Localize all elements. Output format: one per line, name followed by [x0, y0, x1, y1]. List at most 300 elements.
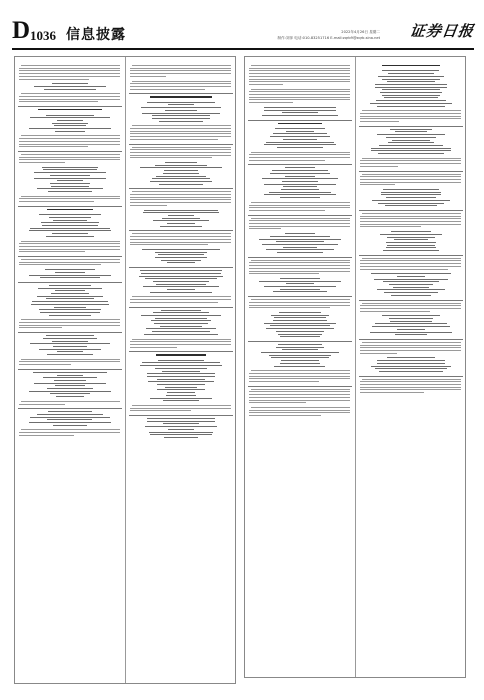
column-divider	[125, 57, 126, 683]
fine-print-line	[380, 92, 443, 93]
section-rule	[248, 215, 352, 216]
fine-print-line	[271, 357, 329, 358]
fine-print-line	[147, 418, 216, 419]
fine-print-line	[30, 343, 109, 344]
fine-print-line	[29, 275, 110, 276]
fine-print-line	[21, 135, 120, 136]
fine-print-line	[19, 101, 98, 102]
fine-print-line	[155, 165, 206, 166]
fine-print-line	[270, 173, 329, 174]
section-rule	[129, 307, 233, 308]
fine-print-line	[54, 307, 86, 308]
fine-print-line	[40, 312, 101, 313]
fine-print-line	[387, 81, 435, 82]
fine-print-line	[132, 296, 231, 297]
section-rule	[359, 126, 463, 127]
fine-print-line	[249, 68, 350, 69]
section-rule	[18, 282, 122, 283]
fine-print-line	[147, 421, 214, 422]
fine-print-line	[251, 89, 350, 90]
fine-print-line	[360, 163, 461, 164]
fine-print-line	[49, 217, 92, 218]
fine-print-line	[360, 260, 461, 261]
fine-print-line	[285, 167, 316, 168]
fine-print-line	[130, 194, 231, 195]
fine-print-line	[377, 289, 445, 290]
fine-print-line	[130, 302, 218, 303]
fine-print-line	[360, 182, 461, 183]
fine-print-line	[362, 342, 461, 343]
fine-print-line	[21, 429, 120, 430]
section-rule	[18, 106, 122, 107]
fine-print-line	[51, 293, 88, 294]
fine-print-line	[372, 200, 451, 201]
fine-print-line	[42, 225, 98, 226]
fine-print-line	[19, 361, 120, 362]
section-rule	[129, 188, 233, 189]
fine-print-line	[389, 318, 433, 319]
fine-print-line	[39, 349, 101, 350]
fine-print-line	[370, 332, 451, 333]
fine-print-line	[277, 252, 324, 253]
fine-print-line	[160, 226, 201, 227]
fine-print-line	[249, 94, 350, 95]
fine-print-line	[249, 157, 350, 158]
fine-print-line	[21, 196, 120, 197]
fine-print-line	[132, 339, 231, 340]
section-rule	[359, 255, 463, 256]
fine-print-line	[55, 385, 85, 386]
section-rule	[129, 230, 233, 231]
fine-print-line	[282, 112, 318, 113]
fine-print-line	[360, 179, 461, 180]
fine-print-line	[249, 412, 350, 413]
fine-print-line	[266, 249, 334, 250]
fine-print-line	[377, 134, 445, 135]
fine-print-line	[145, 278, 217, 279]
fine-print-line	[130, 89, 205, 90]
fine-print-line	[264, 184, 337, 185]
fine-print-line	[393, 287, 429, 288]
fine-print-line	[130, 155, 231, 156]
fine-print-line	[130, 133, 231, 134]
fine-print-line	[262, 115, 337, 116]
fine-print-line	[371, 366, 451, 367]
fine-print-line	[275, 128, 326, 129]
fine-print-line	[273, 291, 327, 292]
fine-print-line	[52, 123, 89, 124]
fine-print-line	[382, 89, 441, 90]
fine-print-line	[360, 308, 461, 309]
fine-print-line	[21, 241, 120, 242]
fine-print-line	[52, 233, 89, 234]
fine-print-line	[47, 388, 92, 389]
fine-print-line	[264, 144, 337, 145]
fine-print-line	[387, 237, 434, 238]
fine-print-line	[394, 239, 429, 240]
fine-print-line	[270, 325, 330, 326]
fine-print-line	[130, 157, 212, 158]
fine-print-line	[264, 286, 337, 287]
fine-print-line	[19, 141, 120, 142]
section-rule	[18, 369, 122, 370]
right-column	[244, 56, 466, 678]
fine-print-line	[19, 159, 120, 160]
fine-print-line	[278, 123, 322, 124]
section-rule	[248, 257, 352, 258]
fine-print-line	[43, 377, 97, 378]
fine-print-line	[130, 344, 231, 345]
fine-print-line	[360, 353, 397, 354]
fine-print-line	[371, 150, 451, 151]
fine-print-line	[249, 205, 350, 206]
fine-print-line	[273, 320, 327, 321]
fine-print-line	[130, 86, 231, 87]
fine-print-line	[249, 265, 350, 266]
fine-print-line	[160, 326, 203, 327]
fine-print-line	[144, 210, 217, 211]
section-rule	[248, 341, 352, 342]
fine-print-line	[264, 107, 335, 108]
fine-print-line	[140, 167, 221, 168]
fine-print-line	[147, 376, 215, 377]
fine-print-line	[19, 364, 71, 365]
fine-print-line	[159, 121, 203, 122]
fine-print-line	[54, 125, 86, 126]
fine-print-line	[21, 65, 120, 66]
fine-print-line	[49, 315, 90, 316]
fine-print-line	[360, 266, 461, 267]
fine-print-line	[130, 152, 231, 153]
fine-print-line	[387, 245, 436, 246]
fine-print-line	[56, 396, 83, 397]
fine-print-line	[38, 109, 103, 110]
fine-print-line	[130, 347, 177, 348]
fine-print-line	[392, 140, 431, 141]
fine-print-line	[38, 288, 101, 289]
fine-print-line	[283, 139, 318, 140]
fine-print-line	[153, 312, 209, 313]
fine-print-line	[391, 295, 431, 296]
fine-print-line	[249, 410, 350, 411]
fine-print-line	[249, 268, 350, 269]
fine-print-line	[378, 203, 444, 204]
fine-print-line	[280, 363, 320, 364]
fine-print-line	[130, 202, 231, 203]
fine-print-line	[167, 262, 195, 263]
fine-print-line	[382, 95, 440, 96]
fine-print-line	[278, 344, 321, 345]
fine-print-line	[57, 120, 83, 121]
fine-print-line	[166, 395, 197, 396]
fine-print-line	[146, 328, 216, 329]
fine-print-line	[34, 172, 105, 173]
fine-print-line	[19, 432, 120, 433]
fine-print-line	[251, 152, 350, 153]
fine-print-line	[249, 220, 350, 221]
fine-print-line	[47, 209, 93, 210]
fine-print-line	[280, 197, 320, 198]
fine-print-line	[29, 422, 111, 423]
fine-print-line	[249, 273, 319, 274]
fine-print-line	[130, 76, 166, 77]
fine-print-line	[19, 138, 120, 139]
fine-print-line	[386, 242, 436, 243]
fine-print-line	[29, 391, 112, 392]
section-rule	[359, 300, 463, 301]
fine-print-line	[46, 115, 94, 116]
fine-print-line	[132, 147, 231, 148]
date-line: 2022年4月26日 星期二	[341, 30, 380, 34]
fine-print-line	[382, 65, 440, 66]
fine-print-line	[249, 81, 350, 82]
fine-print-line	[143, 212, 219, 213]
fine-print-line	[53, 220, 87, 221]
fine-print-line	[360, 160, 461, 161]
fine-print-line	[163, 400, 198, 401]
fine-print-line	[377, 106, 446, 107]
fine-print-line	[360, 392, 424, 393]
fine-print-line	[249, 394, 350, 395]
fine-print-line	[249, 99, 350, 100]
fine-print-line	[266, 328, 334, 329]
fine-print-line	[40, 277, 99, 278]
fine-print-line	[280, 289, 321, 290]
fine-print-line	[249, 226, 350, 227]
fine-print-line	[31, 304, 110, 305]
fine-print-line	[264, 194, 337, 195]
fine-print-line	[19, 262, 120, 263]
fine-print-line	[379, 371, 444, 372]
fine-print-line	[249, 76, 350, 77]
fine-print-line	[57, 180, 84, 181]
fine-print-line	[34, 178, 107, 179]
fine-print-line	[378, 76, 444, 77]
fine-print-line	[165, 162, 197, 163]
fine-print-line	[19, 146, 88, 147]
fine-print-line	[261, 352, 339, 353]
fine-print-line	[165, 387, 197, 388]
fine-print-line	[282, 181, 317, 182]
fine-print-line	[29, 128, 111, 129]
editor-line: 制作:刘萍 电话:010-83251716 E-mail:zqrb9@zqrb.sina.net	[277, 36, 380, 40]
fine-print-line	[360, 116, 461, 117]
fine-print-line	[249, 397, 350, 398]
fine-print-line	[21, 319, 120, 320]
fine-print-line	[157, 384, 206, 385]
fine-print-line	[19, 251, 85, 252]
fine-print-line	[39, 214, 101, 215]
fine-print-line	[21, 401, 120, 402]
fine-print-line	[21, 259, 120, 260]
fine-print-line	[50, 183, 90, 184]
fine-print-line	[386, 137, 436, 138]
fine-print-line	[249, 305, 350, 306]
fine-print-line	[130, 73, 231, 74]
fine-print-line	[384, 292, 438, 293]
section-rule	[248, 386, 352, 387]
fine-print-line	[360, 216, 461, 217]
fine-print-line	[279, 312, 322, 313]
fine-print-line	[144, 334, 218, 335]
page-number: 1036	[30, 28, 56, 43]
fine-print-line	[391, 231, 431, 232]
fine-print-line	[375, 368, 447, 369]
fine-print-line	[285, 176, 315, 177]
fine-print-line	[19, 73, 120, 74]
section-rule	[18, 332, 122, 333]
fine-print-line	[55, 272, 85, 273]
fine-print-line	[167, 289, 196, 290]
fine-print-line	[360, 350, 461, 351]
fine-print-line	[21, 154, 120, 155]
fine-print-line	[249, 207, 350, 208]
fine-print-line	[375, 323, 447, 324]
fine-print-line	[162, 371, 200, 372]
fine-print-line	[383, 189, 439, 190]
fine-print-line	[46, 335, 95, 336]
fine-print-line	[168, 104, 194, 105]
fine-print-line	[379, 145, 443, 146]
fine-print-line	[397, 329, 425, 330]
fine-print-line	[388, 142, 433, 143]
fine-print-line	[371, 148, 452, 149]
fine-print-line	[152, 115, 210, 116]
fine-print-line	[276, 347, 324, 348]
fine-print-line	[41, 222, 100, 223]
fine-print-line	[156, 354, 207, 355]
fine-print-line	[130, 408, 231, 409]
fine-print-line	[50, 393, 90, 394]
fine-print-line	[30, 228, 110, 229]
fine-print-line	[286, 283, 315, 284]
fine-print-line	[152, 118, 211, 119]
fine-print-line	[167, 392, 194, 393]
fine-print-line	[55, 131, 85, 132]
fine-print-line	[155, 368, 207, 369]
fine-print-line	[37, 296, 103, 297]
fine-print-line	[168, 215, 195, 216]
fine-print-line	[249, 402, 306, 403]
fine-print-line	[360, 263, 461, 264]
fine-print-line	[277, 147, 323, 148]
fine-print-line	[42, 167, 97, 168]
fine-print-line	[130, 83, 231, 84]
fine-print-line	[249, 160, 325, 161]
fine-print-line	[53, 346, 87, 347]
section-rule	[248, 296, 352, 297]
fine-print-line	[142, 362, 221, 363]
fine-print-line	[372, 326, 451, 327]
section-rule	[248, 164, 352, 165]
fine-print-line	[251, 299, 350, 300]
fine-print-line	[145, 426, 217, 427]
fine-print-line	[154, 323, 209, 324]
fine-print-line	[142, 113, 220, 114]
fine-print-line	[130, 239, 231, 240]
fine-print-line	[130, 410, 191, 411]
fine-print-line	[381, 194, 441, 195]
fine-print-line	[386, 197, 436, 198]
fine-print-line	[161, 260, 201, 261]
fine-print-line	[147, 102, 215, 103]
fine-print-line	[360, 387, 461, 388]
fine-print-line	[130, 205, 167, 206]
fine-print-line	[130, 197, 231, 198]
fine-print-line	[157, 379, 205, 380]
fine-print-line	[152, 331, 209, 332]
fine-print-line	[378, 153, 443, 154]
fine-print-line	[157, 389, 205, 390]
fine-print-line	[130, 236, 231, 237]
fine-print-line	[281, 189, 319, 190]
fine-print-line	[249, 154, 350, 155]
section-rule	[359, 339, 463, 340]
fine-print-line	[360, 113, 461, 114]
fine-print-line	[30, 417, 109, 418]
fine-print-line	[251, 218, 350, 219]
fine-print-line	[155, 257, 208, 258]
fine-print-line	[283, 186, 318, 187]
fine-print-line	[140, 365, 221, 366]
fine-print-line	[161, 310, 202, 311]
fine-print-line	[283, 247, 317, 248]
fine-print-line	[249, 102, 293, 103]
fine-print-line	[50, 175, 90, 176]
fine-print-line	[249, 271, 350, 272]
fine-print-line	[362, 379, 461, 380]
fine-print-line	[249, 391, 350, 392]
fine-print-line	[158, 254, 204, 255]
fine-print-line	[276, 241, 324, 242]
fine-print-line	[249, 97, 350, 98]
fine-print-line	[132, 191, 231, 192]
fine-print-line	[383, 250, 438, 251]
fine-print-line	[141, 107, 221, 108]
fine-print-line	[262, 244, 337, 245]
fine-print-line	[142, 249, 219, 250]
fine-print-line	[249, 415, 321, 416]
fine-print-line	[382, 315, 440, 316]
fine-print-line	[51, 186, 90, 187]
fine-print-line	[130, 68, 231, 69]
fine-print-line	[249, 70, 350, 71]
fine-print-line	[156, 284, 207, 285]
fine-print-line	[34, 86, 105, 87]
section-rule	[129, 415, 233, 416]
fine-print-line	[141, 273, 222, 274]
fine-print-line	[19, 325, 120, 326]
fine-print-line	[286, 131, 315, 132]
fine-print-line	[19, 264, 101, 265]
section-rule	[129, 93, 233, 94]
fine-print-line	[249, 84, 283, 85]
fine-print-line	[270, 236, 331, 237]
fine-print-line	[381, 192, 441, 193]
fine-print-line	[19, 249, 120, 250]
fine-print-line	[360, 347, 461, 348]
fine-print-line	[19, 99, 120, 100]
fine-print-line	[130, 70, 231, 71]
fine-print-line	[19, 70, 120, 71]
fine-print-line	[249, 228, 281, 229]
fine-print-line	[360, 224, 461, 225]
fine-print-line	[29, 230, 111, 231]
fine-print-line	[19, 243, 120, 244]
fine-print-line	[155, 252, 208, 253]
fine-print-line	[360, 118, 461, 119]
fine-print-line	[249, 73, 350, 74]
